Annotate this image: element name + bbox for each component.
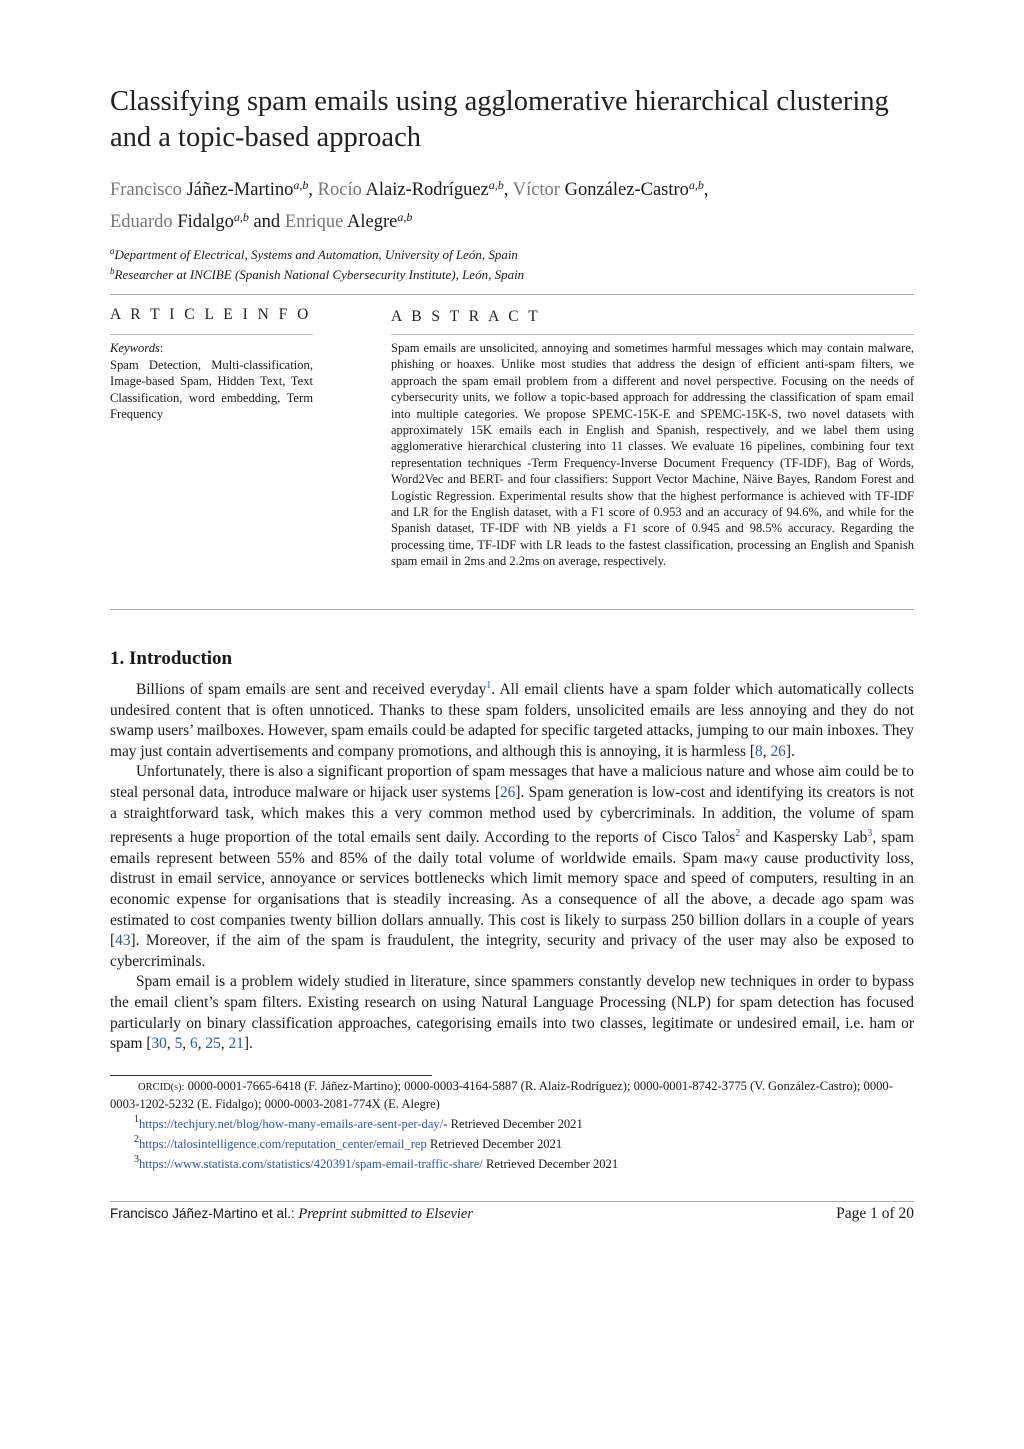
citation-link[interactable]: 26 <box>499 783 516 801</box>
citation-link[interactable]: 25 <box>205 1035 221 1053</box>
paper-title: Classifying spam emails using agglomerative hierarchical clustering and a topic-based approach <box>110 86 889 153</box>
abstract-text: Spam emails are unsolicited, annoying and sometimes harmful messages which may contain malware, phishing or hoaxes. Unlike most studies that address the design of efficient anti-spam filters, we approach the spam email problem from a different and novel perspective. Focusing on the needs of cybersecurity units, we follow a topic-based approach for addressing the classification of spam email into multiple categories. We propose SPEMC-15K-E and SPEMC-15K-S, two novel datasets with approximately 15K emails each in English and Spanish, respectively, and we label them using agglomerative hierarchical clustering into 11 classes. We evaluate 16 pipelines, combining four text representation techniques -Term Frequency-Inverse Document Frequency (TF-IDF), Bag of Words, Word2Vec and BERT- and four classifiers: Support Vector Machine, Näive Bayes, Random Forest and Logistic Regression. Experimental results show that the highest performance is achieved with TF-IDF and LR for the English dataset, with a F1 score of 0.953 and an accuracy of 94.6%, and while for the Spanish dataset, TF-IDF with NB yields a F1 score of 0.945 and 98.5% accuracy. Regarding the processing time, TF-IDF with LR leads to the fastest classification, processing an English and Spanish spam email in 2ms and 2.2ms on average, respectively. <box>391 341 914 569</box>
footnote-url[interactable]: https://techjury.net/blog/how-many-emails-are-sent-per-day/ <box>139 1117 444 1131</box>
author: Enrique Alegre$^{a,b}$ <box>284 210 413 232</box>
divider <box>110 334 313 335</box>
introduction-body <box>110 676 914 1055</box>
footnote-ref[interactable]: 1 <box>486 680 492 691</box>
divider <box>110 609 914 610</box>
footnote-url[interactable]: https://talosintelligence.com/reputation_center/email_rep <box>139 1137 427 1151</box>
citation-link[interactable]: 26 <box>770 742 786 760</box>
citation-link[interactable]: 6 <box>189 1035 198 1053</box>
footer-rule <box>110 1201 914 1202</box>
affiliation-b: $^b$Researcher at INCIBE (Spanish National Cybersecurity Institute), León, Spain <box>110 266 525 282</box>
footnotes <box>110 1078 914 1172</box>
footnote: $^1$https://techjury.net/blog/how-many-emails-are-sent-per-day/- Retrieved December 2021 <box>134 1114 583 1131</box>
citation-link[interactable]: 5 <box>174 1035 183 1053</box>
paragraph: Spam email is a problem widely studied in literature, since spammers constantly develop new techniques in order to bypass the email client’s spam filters. Existing research on using Natural Language Processing (NLP) for spam detection has focused particularly on binary classification approaches, categorising emails into two classes, legitimate or undesired email, i.e. ham or spam [30, 5, 6, 25, 21]. <box>110 973 914 1053</box>
footnote-rule <box>110 1075 432 1076</box>
keywords-label: Keywords <box>110 341 160 355</box>
page-number: Page 1 of 20 <box>836 1205 914 1222</box>
affiliation-a: $^a$Department of Electrical, Systems and Automation, University of León, Spain <box>110 246 518 262</box>
author-list: Francisco Jáñez-Martino$^{a,b}$, Rocío Alaiz-Rodríguez$^{a,b}$, Víctor González-Castro$^{a,b}$, Eduardo Fidalgo$^{a,b}$ and Enrique Alegre$^{a,b}$ <box>110 178 709 232</box>
author: Rocío Alaiz-Rodríguez$^{a,b}$ <box>317 178 504 200</box>
keywords-text: Spam Detection, Multi-classification, Image-based Spam, Hidden Text, Text Classification, word embedding, Term Frequency <box>110 357 313 421</box>
article-info-heading: A R T I C L E I N F O <box>110 306 312 323</box>
citation-link[interactable]: 21 <box>228 1035 244 1053</box>
author: Francisco Jáñez-Martino$^{a,b}$ <box>110 178 309 200</box>
abstract-heading: A B S T R A C T <box>391 308 541 325</box>
divider <box>110 294 914 295</box>
paragraph: Billions of spam emails are sent and received everyday$^1$. All email clients have a spam folder which automatically collects undesired content that is often unnoticed. Thanks to these spam folders, unsolicited emails are less annoying and they do not swamp users’ mailboxes. However, spam emails could be adapted for specific targeted attacks, jumping to our main inboxes. They may just contain advertisements and company promotions, and although this is annoying, it is harmless [8, 26]. <box>110 680 914 760</box>
footnote: $^2$https://talosintelligence.com/reputation_center/email_rep Retrieved December 2021 <box>134 1134 563 1151</box>
citation-link[interactable]: 30 <box>151 1035 167 1053</box>
section-heading-introduction: 1. Introduction <box>110 648 233 669</box>
paragraph: Unfortunately, there is also a significant proportion of spam messages that have a malicious nature and whose aim could be to steal personal data, introduce malware or hijack user systems [26]. Spam generation is low-cost and identifying its creators is not a straightforward task, which makes this a very common method used by cybercriminals. In addition, the volume of spam represents a huge proportion of the total emails sent daily. According to the reports of Cisco Talos$^2$ and Kaspersky Lab$^3$, spam emails represent between 55% and 85% of the daily total volume of worldwide emails. Spam ma«y cause productivity loss, distrust in email service, annoyance or services bottlenecks which limit memory space and speed of computers, resulting in an economic expense for organisations that is steadily increasing. As a consequence of all the above, a decade ago spam was estimated to cost companies twenty billion dollars annually. This cost is likely to surpass 250 billion dollars in a couple of years [43]. Moreover, if the aim of the spam is fraudulent, the integrity, security and privacy of the user may also be exposed to cybercriminals. <box>110 763 914 970</box>
footnote-ref[interactable]: 3 <box>867 828 873 840</box>
footnote-ref[interactable]: 2 <box>735 828 741 840</box>
footnote-url[interactable]: https://www.statista.com/statistics/420391/spam-email-traffic-share/ <box>139 1157 483 1171</box>
citation-link[interactable]: 8 <box>755 742 763 760</box>
footer-citation: Francisco Jáñez-Martino et al.: Preprint submitted to Elsevier <box>110 1206 473 1222</box>
citation-link[interactable]: 43 <box>115 932 131 950</box>
author: Víctor González-Castro$^{a,b}$ <box>512 178 704 200</box>
orcid-note: ORCID(s): 0000-0001-7665-6418 (F. Jáñez-Martino); 0000-0003-4164-5887 (R. Alaiz-Rodríguez); 0000-0001-8742-3775 (V. González-Castro); 0000-0003-1202-5232 (E. Fidalgo); 0000-0003-2081-774X (E. Alegre) <box>110 1079 893 1111</box>
divider <box>391 334 914 335</box>
author: Eduardo Fidalgo$^{a,b}$ <box>110 210 249 232</box>
keywords-block: Keywords: Spam Detection, Multi-classification, Image-based Spam, Hidden Text, Text Classification, word embedding, Term Frequency <box>110 341 313 421</box>
footnote: $^3$https://www.statista.com/statistics/420391/spam-email-traffic-share/ Retrieved December 2021 <box>134 1154 619 1171</box>
